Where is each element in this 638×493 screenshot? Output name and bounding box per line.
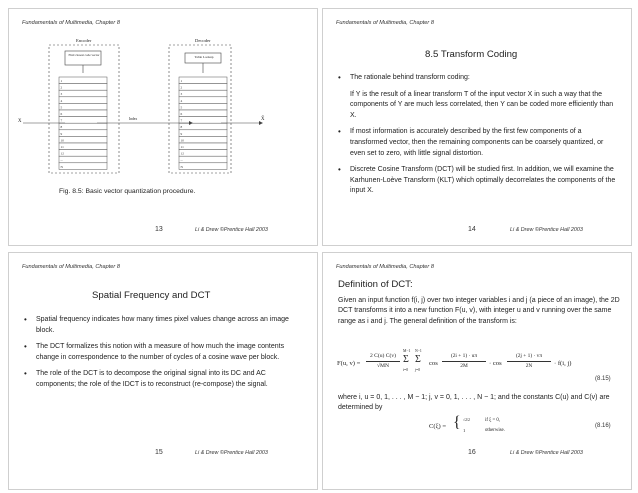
bullet-dct-klt: • Discrete Cosine Transform (DCT) will be studied first. In addition, we will examine the Karhunen-Loève Transform (KLT) which optimally decorrelates the components of the input X. <box>338 165 620 197</box>
codebook-cell <box>179 97 227 104</box>
codebook-cell <box>59 97 107 104</box>
codebook-cell-label: 3 <box>60 92 63 97</box>
constants-paragraph: where i, u = 0, 1, . . . , M − 1; j, v = 0, 1, . . . , N − 1; and the constants C(u) and C(v) are determined by <box>338 394 610 412</box>
slide-title: Definition of DCT: <box>338 279 413 290</box>
codebook-cell-label: 2 <box>180 85 183 90</box>
figure-caption: Fig. 8.5: Basic vector quantization procedure. <box>59 188 196 195</box>
sum1-sigma: Σ <box>403 354 409 365</box>
bullet-dct-formalizes: • The DCT formalizes this notion with a measure of how much the image contents change in correspondence to the number of cycles of a cosine wave per block. <box>24 342 306 363</box>
codebook-cell <box>59 103 107 110</box>
codebook-cell <box>179 103 227 110</box>
codebook-cell <box>179 150 227 157</box>
page-number: 15 <box>155 449 163 456</box>
codebook-cell-label: 7 <box>180 118 183 123</box>
codebook-cell <box>179 136 227 143</box>
codebook-cell-label: 6 <box>60 112 63 116</box>
codebook-cell <box>179 123 227 130</box>
input-x-label: X <box>18 119 22 124</box>
cos1-word: cos <box>429 360 438 367</box>
cos2-word: · cos <box>489 360 502 367</box>
eq2-case1-val: √2/2 <box>463 418 470 422</box>
codebook-cell-label: 5 <box>60 105 63 110</box>
codebook-cell-label: 12 <box>180 151 184 156</box>
codebook-cell-label: 8 <box>180 125 183 130</box>
codebook-cell <box>179 163 227 170</box>
codebook-cell <box>179 117 227 124</box>
codebook-cell-label: ... <box>60 158 64 163</box>
eq2-lhs: C(ξ) = <box>429 423 447 430</box>
vq-diagram <box>9 31 318 191</box>
codebook-cell-label: 12 <box>60 151 64 156</box>
sum2-bot: j=0 <box>415 368 421 372</box>
slide-body <box>338 73 620 203</box>
index-label: Index <box>129 117 138 121</box>
slide-16 <box>322 252 632 490</box>
codebook-cell-label: 9 <box>60 131 63 136</box>
cos1-num: (2i + 1) · uπ <box>450 353 478 359</box>
codebook-cell-label: 3 <box>180 92 183 97</box>
slide-14 <box>322 8 632 246</box>
table-lookup-label: Table Lookup <box>194 55 214 59</box>
codebook-cell <box>59 130 107 137</box>
codebook-cell-label: 1 <box>60 79 63 83</box>
codebook-cell <box>59 110 107 117</box>
codebook-cell-label: 4 <box>60 98 63 103</box>
eq-frac-den: √MN <box>376 363 390 369</box>
slide-15 <box>8 252 318 490</box>
bullet-spatial-frequency: • Spatial frequency indicates how many times pixel values change across an image block. <box>24 315 306 336</box>
codebook-cell <box>179 77 227 84</box>
copyright: Li & Drew ©Prentice Hall 2003 <box>510 227 583 233</box>
sum1-top: M−1 <box>403 349 411 353</box>
eq-frac-num: 2 C(u) C(v) <box>369 353 397 359</box>
codebook-cell <box>179 110 227 117</box>
codebook-cell-label: 1 <box>180 79 183 83</box>
codebook-cell-label: ... <box>180 158 184 163</box>
page-number: 16 <box>468 449 476 456</box>
encoder-label: Encoder <box>76 38 92 43</box>
codebook-cell <box>179 90 227 97</box>
copyright: Li & Drew ©Prentice Hall 2003 <box>510 450 583 456</box>
codebook-cell-label: 11 <box>60 145 64 149</box>
eq-tail: · f(i, j) <box>554 360 572 367</box>
codebook-cell-label: 5 <box>180 105 183 110</box>
cos1-den: 2M <box>460 363 468 369</box>
slide-title: Spatial Frequency and DCT <box>92 290 211 301</box>
slide-header: Fundamentals of Multimedia, Chapter 8 <box>336 20 434 26</box>
codebook-cell-label: N <box>60 164 63 169</box>
codebook-cell <box>59 90 107 97</box>
bullet-first-few: • If most information is accurately described by the first few components of a transformed vector, then the remaining components can be coarsely quantized, or even set to zero, with little signal distortion. <box>338 127 620 159</box>
codebook-cell <box>179 156 227 163</box>
output-x-hat-label: X̂ <box>261 117 265 122</box>
bullet-lead: The rationale behind transform coding: <box>350 74 470 81</box>
page-number: 13 <box>155 226 163 233</box>
slide-body <box>24 315 306 397</box>
codebook-cell-label: 8 <box>60 125 63 130</box>
codebook-cell <box>179 143 227 150</box>
definition-paragraph: Given an input function f(i, j) over two integer variables i and j (a piece of an image), the 2D DCT transforms it into a new function F(u, v), with integer u and v running over the same range as i and j. The general definition of the transform is: <box>338 297 620 325</box>
cos2-num: (2j + 1) · vπ <box>515 353 543 359</box>
codebook-cell-label: 10 <box>60 138 64 143</box>
eq-frac-bar <box>366 361 400 362</box>
codebook-cell <box>59 136 107 143</box>
slide-header: Fundamentals of Multimedia, Chapter 8 <box>22 264 120 270</box>
codebook-cell <box>59 123 107 130</box>
eq-number-815: (8.15) <box>595 376 611 382</box>
sum1-bot: i=0 <box>403 368 409 372</box>
codebook-cell-label: 10 <box>180 138 184 143</box>
sum2-top: N−1 <box>415 349 422 353</box>
eq2-case2-cond: otherwise. <box>485 428 505 433</box>
eq2-brace: { <box>453 414 461 431</box>
slide-title: 8.5 Transform Coding <box>425 49 518 60</box>
codebook-cell-label: 4 <box>180 98 183 103</box>
bullet-dct-role: • The role of the DCT is to decompose the original signal into its DC and AC components; the role of the IDCT is to reconstruct (re-compose) the signal. <box>24 369 306 390</box>
codebook-cell-label: 11 <box>180 145 184 149</box>
eq-lhs: F(u, v) = <box>337 360 361 367</box>
slide-header: Fundamentals of Multimedia, Chapter 8 <box>22 20 120 26</box>
cos2-den: 2N <box>525 363 533 369</box>
slide-13 <box>8 8 318 246</box>
codebook-cell-label: 6 <box>180 112 183 116</box>
find-closest-label: Find closest code vector <box>68 53 100 57</box>
cos1-bar <box>442 361 486 362</box>
codebook-cell <box>59 84 107 91</box>
page-number: 14 <box>468 226 476 233</box>
rationale-paragraph: If Y is the result of a linear transform T of the input vector X in such a way that the components of Y are much less correlated, then Y can be coded more efficiently than X. <box>350 90 614 119</box>
copyright: Li & Drew ©Prentice Hall 2003 <box>195 450 268 456</box>
decoder-label: Decoder <box>195 38 211 43</box>
codebook-cell-label: 2 <box>60 85 63 90</box>
slide-header: Fundamentals of Multimedia, Chapter 8 <box>336 264 434 270</box>
sum2-sigma: Σ <box>415 354 421 365</box>
codebook-cell <box>179 84 227 91</box>
codebook-cell <box>59 117 107 124</box>
cos2-bar <box>507 361 551 362</box>
eq2-case1-cond: if ξ = 0, <box>485 418 500 423</box>
bullet-rationale <box>338 73 620 84</box>
codebook-cell <box>179 130 227 137</box>
codebook-cell-label: 7 <box>60 118 63 123</box>
codebook-cell-label: N <box>180 164 183 169</box>
codebook-cell-label: 9 <box>180 131 183 136</box>
copyright: Li & Drew ©Prentice Hall 2003 <box>195 227 268 233</box>
codebook-cell <box>59 143 107 150</box>
codebook-cell <box>59 156 107 163</box>
codebook-cell <box>59 163 107 170</box>
codebook-cell <box>59 77 107 84</box>
codebook-cell <box>59 150 107 157</box>
eq-number-816: (8.16) <box>595 423 611 429</box>
eq2-case2-val: 1 <box>463 428 466 433</box>
